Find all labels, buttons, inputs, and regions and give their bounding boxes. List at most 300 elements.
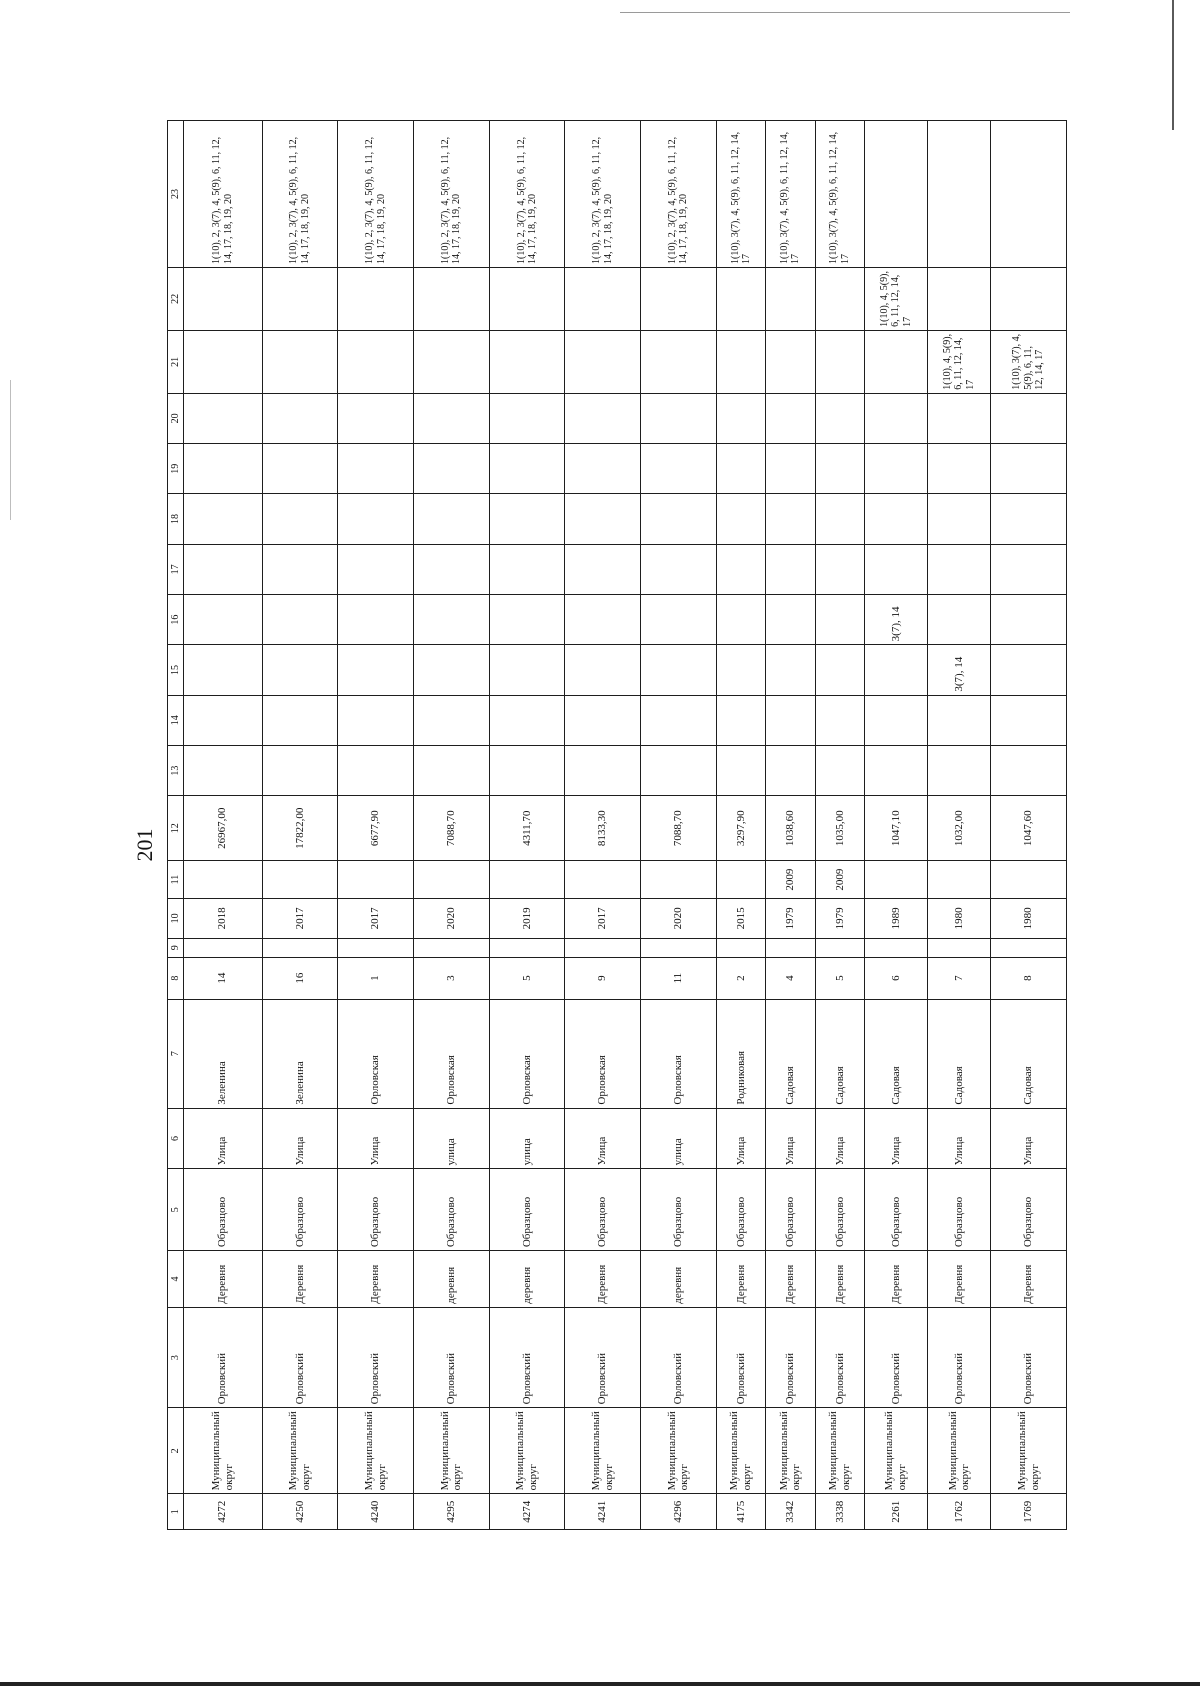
table-cell bbox=[183, 393, 262, 443]
table-cell: Муниципальный округ bbox=[815, 1408, 864, 1494]
table-cell: Образцово bbox=[865, 1169, 928, 1251]
table-cell: Орловский bbox=[991, 1307, 1067, 1408]
table-cell: 1(10), 2, 3(7), 4, 5(9), 6, 11, 12, 14, 17, 18, 19, 20 bbox=[183, 121, 262, 268]
table-cell: Деревня bbox=[262, 1251, 338, 1308]
table-cell: 2017 bbox=[338, 898, 414, 938]
table-cell bbox=[414, 267, 490, 330]
table-cell: Орловская bbox=[414, 999, 490, 1108]
table-cell: 3338 bbox=[815, 1494, 864, 1530]
table-cell: Орловский bbox=[716, 1307, 765, 1408]
table-cell: Образцово bbox=[489, 1169, 565, 1251]
table-cell: Муниципальный округ bbox=[414, 1408, 490, 1494]
table-cell: Образцово bbox=[414, 1169, 490, 1251]
column-number: 10 bbox=[168, 898, 184, 938]
table-cell bbox=[489, 267, 565, 330]
table-cell bbox=[991, 645, 1067, 695]
table-cell: 5 bbox=[815, 957, 864, 999]
table-cell: 1762 bbox=[928, 1494, 991, 1530]
table-cell bbox=[991, 444, 1067, 494]
table-cell: Деревня bbox=[338, 1251, 414, 1308]
table-cell bbox=[815, 494, 864, 544]
table-cell bbox=[815, 595, 864, 645]
table-cell bbox=[262, 695, 338, 745]
table-cell: Образцово bbox=[928, 1169, 991, 1251]
table-cell bbox=[716, 267, 765, 330]
table-cell: Образцово bbox=[338, 1169, 414, 1251]
table-cell: 1989 bbox=[865, 898, 928, 938]
table-cell: Образцово bbox=[262, 1169, 338, 1251]
table-cell: Муниципальный округ bbox=[991, 1408, 1067, 1494]
table-cell bbox=[338, 595, 414, 645]
column-number: 14 bbox=[168, 695, 184, 745]
table-row bbox=[262, 121, 338, 1530]
table-cell bbox=[565, 595, 641, 645]
table-row bbox=[928, 121, 991, 1530]
table-cell: Орловская bbox=[489, 999, 565, 1108]
table-cell bbox=[865, 695, 928, 745]
table-cell: Орловская bbox=[565, 999, 641, 1108]
table-cell bbox=[183, 330, 262, 393]
table-cell: 1(10), 3(7), 4, 5(9), 6, 11, 12, 14, 17 bbox=[766, 121, 815, 268]
table-cell bbox=[815, 444, 864, 494]
table-cell: Орловская bbox=[641, 999, 717, 1108]
table-cell bbox=[414, 695, 490, 745]
table-cell: Муниципальный округ bbox=[183, 1408, 262, 1494]
table-cell bbox=[815, 645, 864, 695]
table-cell: 1979 bbox=[815, 898, 864, 938]
table-cell: 2020 bbox=[641, 898, 717, 938]
table-cell bbox=[489, 861, 565, 899]
table-cell bbox=[716, 330, 765, 393]
table-cell: Орловский bbox=[338, 1307, 414, 1408]
table-row bbox=[716, 121, 765, 1530]
table-row bbox=[565, 121, 641, 1530]
column-number: 18 bbox=[168, 494, 184, 544]
table-cell: 1(10), 4, 5(9), 6, 11, 12, 14, 17 bbox=[928, 330, 991, 393]
table-cell: 7088,70 bbox=[641, 796, 717, 861]
table-cell bbox=[928, 938, 991, 957]
table-cell: Деревня bbox=[766, 1251, 815, 1308]
table-cell: 2 bbox=[716, 957, 765, 999]
table-row bbox=[183, 121, 262, 1530]
table-cell bbox=[262, 444, 338, 494]
table-cell: Муниципальный округ bbox=[716, 1408, 765, 1494]
table-cell bbox=[766, 745, 815, 795]
table-cell bbox=[928, 444, 991, 494]
table-cell bbox=[338, 330, 414, 393]
table-cell: 4 bbox=[766, 957, 815, 999]
table-cell bbox=[928, 745, 991, 795]
table-cell: Зеленина bbox=[262, 999, 338, 1108]
table-cell: 1769 bbox=[991, 1494, 1067, 1530]
column-number: 13 bbox=[168, 745, 184, 795]
table-cell: 16 bbox=[262, 957, 338, 999]
table-cell: 8 bbox=[991, 957, 1067, 999]
table-cell bbox=[183, 938, 262, 957]
table-cell bbox=[766, 695, 815, 745]
table-cell bbox=[641, 745, 717, 795]
table-cell bbox=[991, 938, 1067, 957]
table-cell: 7088,70 bbox=[414, 796, 490, 861]
table-cell bbox=[565, 645, 641, 695]
table-cell: 3(7), 14 bbox=[928, 645, 991, 695]
table-cell: Образцово bbox=[183, 1169, 262, 1251]
table-cell bbox=[766, 393, 815, 443]
table-cell: Орловский bbox=[565, 1307, 641, 1408]
table-cell bbox=[641, 861, 717, 899]
table-cell: Деревня bbox=[183, 1251, 262, 1308]
column-number: 7 bbox=[168, 999, 184, 1108]
table-cell bbox=[565, 695, 641, 745]
table-cell: 1038,60 bbox=[766, 796, 815, 861]
table-cell bbox=[489, 444, 565, 494]
table-cell bbox=[865, 861, 928, 899]
table-cell bbox=[414, 861, 490, 899]
table-cell: 3 bbox=[414, 957, 490, 999]
table-cell bbox=[766, 494, 815, 544]
table-cell bbox=[414, 544, 490, 594]
table-cell: деревня bbox=[489, 1251, 565, 1308]
table-cell bbox=[865, 544, 928, 594]
table-cell bbox=[183, 645, 262, 695]
column-number: 6 bbox=[168, 1108, 184, 1169]
table-cell bbox=[338, 645, 414, 695]
table-cell: Образцово bbox=[766, 1169, 815, 1251]
table-cell bbox=[815, 393, 864, 443]
table-cell bbox=[766, 595, 815, 645]
table-cell: 17822,00 bbox=[262, 796, 338, 861]
table-cell bbox=[991, 121, 1067, 268]
table-cell bbox=[489, 494, 565, 544]
table-cell bbox=[991, 595, 1067, 645]
table-cell bbox=[414, 494, 490, 544]
table-cell: Улица bbox=[262, 1108, 338, 1169]
table-cell bbox=[565, 938, 641, 957]
table-cell bbox=[641, 267, 717, 330]
table-cell: 3342 bbox=[766, 1494, 815, 1530]
table-cell: Деревня bbox=[565, 1251, 641, 1308]
table-cell: 2009 bbox=[815, 861, 864, 899]
table-cell: Муниципальный округ bbox=[766, 1408, 815, 1494]
table-cell bbox=[262, 393, 338, 443]
column-number: 19 bbox=[168, 444, 184, 494]
table-cell: Образцово bbox=[641, 1169, 717, 1251]
table-cell: Муниципальный округ bbox=[641, 1408, 717, 1494]
table-cell bbox=[641, 330, 717, 393]
table-cell bbox=[489, 595, 565, 645]
table-cell: 2017 bbox=[262, 898, 338, 938]
table-cell bbox=[716, 444, 765, 494]
table-cell: Улица bbox=[565, 1108, 641, 1169]
table-cell: 1(10), 3(7), 4, 5(9), 6, 11, 12, 14, 17 bbox=[991, 330, 1067, 393]
table-cell: 1 bbox=[338, 957, 414, 999]
table-cell bbox=[815, 745, 864, 795]
table-cell bbox=[865, 444, 928, 494]
table-cell bbox=[338, 861, 414, 899]
table-cell: 2017 bbox=[565, 898, 641, 938]
table-cell bbox=[865, 494, 928, 544]
table-cell: улица bbox=[641, 1108, 717, 1169]
table-cell bbox=[338, 444, 414, 494]
table-cell bbox=[262, 645, 338, 695]
column-number: 5 bbox=[168, 1169, 184, 1251]
table-cell: деревня bbox=[641, 1251, 717, 1308]
register-table-body bbox=[168, 121, 1067, 1530]
table-cell: Муниципальный округ bbox=[565, 1408, 641, 1494]
table-cell bbox=[338, 267, 414, 330]
table-cell bbox=[865, 121, 928, 268]
table-cell: 5 bbox=[489, 957, 565, 999]
table-cell: Садовая bbox=[928, 999, 991, 1108]
table-cell: Садовая bbox=[766, 999, 815, 1108]
table-cell: Деревня bbox=[815, 1251, 864, 1308]
table-cell bbox=[414, 645, 490, 695]
column-number: 11 bbox=[168, 861, 184, 899]
table-cell: 1(10), 2, 3(7), 4, 5(9), 6, 11, 12, 14, 17, 18, 19, 20 bbox=[338, 121, 414, 268]
table-cell bbox=[565, 544, 641, 594]
table-cell bbox=[716, 595, 765, 645]
table-cell: 26967,00 bbox=[183, 796, 262, 861]
table-cell bbox=[928, 267, 991, 330]
table-cell bbox=[183, 267, 262, 330]
table-cell bbox=[262, 267, 338, 330]
table-cell: 3297,90 bbox=[716, 796, 765, 861]
table-cell: 2018 bbox=[183, 898, 262, 938]
table-cell bbox=[928, 861, 991, 899]
table-cell bbox=[716, 544, 765, 594]
table-cell bbox=[815, 330, 864, 393]
table-cell bbox=[865, 393, 928, 443]
table-cell bbox=[183, 494, 262, 544]
table-cell bbox=[865, 330, 928, 393]
table-cell: Орловский bbox=[183, 1307, 262, 1408]
table-cell bbox=[716, 938, 765, 957]
table-cell: 1979 bbox=[766, 898, 815, 938]
table-cell: Деревня bbox=[716, 1251, 765, 1308]
table-cell bbox=[489, 544, 565, 594]
column-number: 23 bbox=[168, 121, 184, 268]
table-cell bbox=[991, 267, 1067, 330]
table-cell bbox=[716, 695, 765, 745]
table-cell: Муниципальный округ bbox=[262, 1408, 338, 1494]
table-cell: 4240 bbox=[338, 1494, 414, 1530]
table-cell: Улица bbox=[716, 1108, 765, 1169]
scan-edge-top bbox=[620, 12, 1070, 13]
table-cell: Орловская bbox=[338, 999, 414, 1108]
table-cell bbox=[183, 595, 262, 645]
table-cell bbox=[489, 695, 565, 745]
table-cell bbox=[928, 544, 991, 594]
table-row bbox=[766, 121, 815, 1530]
table-cell bbox=[338, 494, 414, 544]
table-cell: Садовая bbox=[991, 999, 1067, 1108]
table-cell bbox=[262, 494, 338, 544]
table-cell: Садовая bbox=[815, 999, 864, 1108]
table-cell bbox=[991, 494, 1067, 544]
table-cell: 1(10), 2, 3(7), 4, 5(9), 6, 11, 12, 14, 17, 18, 19, 20 bbox=[262, 121, 338, 268]
table-cell: 11 bbox=[641, 957, 717, 999]
table-row bbox=[865, 121, 928, 1530]
scan-edge-left bbox=[10, 380, 11, 520]
register-table bbox=[167, 120, 1067, 1530]
table-cell: 6 bbox=[865, 957, 928, 999]
table-cell: Деревня bbox=[928, 1251, 991, 1308]
table-cell bbox=[338, 938, 414, 957]
table-cell: Образцово bbox=[716, 1169, 765, 1251]
table-cell: деревня bbox=[414, 1251, 490, 1308]
table-cell bbox=[766, 444, 815, 494]
table-cell bbox=[262, 330, 338, 393]
table-cell: 1035,00 bbox=[815, 796, 864, 861]
table-cell bbox=[641, 645, 717, 695]
table-cell bbox=[489, 938, 565, 957]
table-row bbox=[338, 121, 414, 1530]
table-cell: 14 bbox=[183, 957, 262, 999]
table-cell: 4272 bbox=[183, 1494, 262, 1530]
table-cell: Улица bbox=[338, 1108, 414, 1169]
table-cell bbox=[928, 393, 991, 443]
table-cell bbox=[928, 494, 991, 544]
table-cell bbox=[489, 645, 565, 695]
table-cell: 2009 bbox=[766, 861, 815, 899]
table-cell bbox=[565, 393, 641, 443]
table-cell: 4296 bbox=[641, 1494, 717, 1530]
table-cell: 1(10), 4, 5(9), 6, 11, 12, 14, 17 bbox=[865, 267, 928, 330]
column-number: 1 bbox=[168, 1494, 184, 1530]
table-cell: Садовая bbox=[865, 999, 928, 1108]
column-number: 21 bbox=[168, 330, 184, 393]
table-cell bbox=[991, 745, 1067, 795]
table-cell bbox=[414, 745, 490, 795]
table-cell bbox=[991, 393, 1067, 443]
table-cell: 4250 bbox=[262, 1494, 338, 1530]
table-cell: 7 bbox=[928, 957, 991, 999]
column-number: 4 bbox=[168, 1251, 184, 1308]
table-row bbox=[991, 121, 1067, 1530]
scan-edge-right bbox=[1172, 0, 1174, 130]
table-cell: 6677,90 bbox=[338, 796, 414, 861]
table-cell: Деревня bbox=[865, 1251, 928, 1308]
table-row bbox=[641, 121, 717, 1530]
table-cell: 3(7), 14 bbox=[865, 595, 928, 645]
column-number-row bbox=[168, 121, 184, 1530]
table-cell: 1980 bbox=[991, 898, 1067, 938]
table-cell bbox=[262, 595, 338, 645]
table-cell: 4311,70 bbox=[489, 796, 565, 861]
table-cell: 4175 bbox=[716, 1494, 765, 1530]
table-cell: Орловский bbox=[928, 1307, 991, 1408]
table-cell: Муниципальный округ bbox=[338, 1408, 414, 1494]
table-cell bbox=[815, 695, 864, 745]
table-cell bbox=[338, 544, 414, 594]
page-number: 201 bbox=[132, 828, 157, 862]
table-cell: 4295 bbox=[414, 1494, 490, 1530]
table-cell: улица bbox=[489, 1108, 565, 1169]
table-cell bbox=[183, 695, 262, 745]
table-cell bbox=[414, 444, 490, 494]
table-cell: 8133,30 bbox=[565, 796, 641, 861]
table-cell bbox=[766, 938, 815, 957]
table-cell bbox=[766, 267, 815, 330]
column-number: 20 bbox=[168, 393, 184, 443]
table-cell: 9 bbox=[565, 957, 641, 999]
table-cell: Образцово bbox=[815, 1169, 864, 1251]
table-cell bbox=[262, 938, 338, 957]
table-cell bbox=[815, 544, 864, 594]
table-cell bbox=[641, 494, 717, 544]
table-cell bbox=[815, 938, 864, 957]
column-number: 9 bbox=[168, 938, 184, 957]
table-cell: 1980 bbox=[928, 898, 991, 938]
table-cell bbox=[641, 444, 717, 494]
table-cell bbox=[716, 645, 765, 695]
table-row bbox=[414, 121, 490, 1530]
table-cell bbox=[928, 595, 991, 645]
table-cell bbox=[565, 444, 641, 494]
table-cell: 2020 bbox=[414, 898, 490, 938]
table-cell bbox=[928, 121, 991, 268]
table-cell: Улица bbox=[865, 1108, 928, 1169]
table-cell bbox=[641, 695, 717, 745]
table-cell: Родниковая bbox=[716, 999, 765, 1108]
table-cell bbox=[262, 745, 338, 795]
column-number: 3 bbox=[168, 1307, 184, 1408]
table-cell: Улица bbox=[928, 1108, 991, 1169]
table-cell bbox=[865, 645, 928, 695]
table-cell bbox=[338, 745, 414, 795]
table-cell: улица bbox=[414, 1108, 490, 1169]
column-number: 17 bbox=[168, 544, 184, 594]
table-cell bbox=[414, 595, 490, 645]
table-cell bbox=[766, 645, 815, 695]
table-cell bbox=[641, 595, 717, 645]
table-cell bbox=[414, 938, 490, 957]
column-number: 12 bbox=[168, 796, 184, 861]
table-row bbox=[489, 121, 565, 1530]
table-cell bbox=[262, 861, 338, 899]
table-cell: 1(10), 2, 3(7), 4, 5(9), 6, 11, 12, 14, 17, 18, 19, 20 bbox=[641, 121, 717, 268]
table-cell bbox=[565, 267, 641, 330]
table-cell bbox=[262, 544, 338, 594]
table-cell bbox=[641, 393, 717, 443]
table-cell: 1(10), 2, 3(7), 4, 5(9), 6, 11, 12, 14, 17, 18, 19, 20 bbox=[565, 121, 641, 268]
table-cell: 1(10), 2, 3(7), 4, 5(9), 6, 11, 12, 14, 17, 18, 19, 20 bbox=[489, 121, 565, 268]
scan-edge-bottom bbox=[0, 1682, 1200, 1686]
table-cell bbox=[766, 330, 815, 393]
table-cell: Орловский bbox=[865, 1307, 928, 1408]
table-cell bbox=[716, 494, 765, 544]
table-cell: Улица bbox=[991, 1108, 1067, 1169]
column-number: 8 bbox=[168, 957, 184, 999]
table-cell: Улица bbox=[183, 1108, 262, 1169]
table-cell: Орловский bbox=[414, 1307, 490, 1408]
table-cell: 1047,60 bbox=[991, 796, 1067, 861]
table-cell bbox=[183, 444, 262, 494]
table-cell: Орловский bbox=[766, 1307, 815, 1408]
table-cell bbox=[716, 745, 765, 795]
table-cell bbox=[489, 393, 565, 443]
table-cell bbox=[565, 330, 641, 393]
table-cell bbox=[565, 494, 641, 544]
table-cell bbox=[414, 330, 490, 393]
table-cell: 4274 bbox=[489, 1494, 565, 1530]
table-cell bbox=[338, 695, 414, 745]
table-cell bbox=[716, 861, 765, 899]
table-cell: Улица bbox=[766, 1108, 815, 1169]
table-cell bbox=[183, 861, 262, 899]
table-cell: Орловский bbox=[262, 1307, 338, 1408]
column-number: 22 bbox=[168, 267, 184, 330]
